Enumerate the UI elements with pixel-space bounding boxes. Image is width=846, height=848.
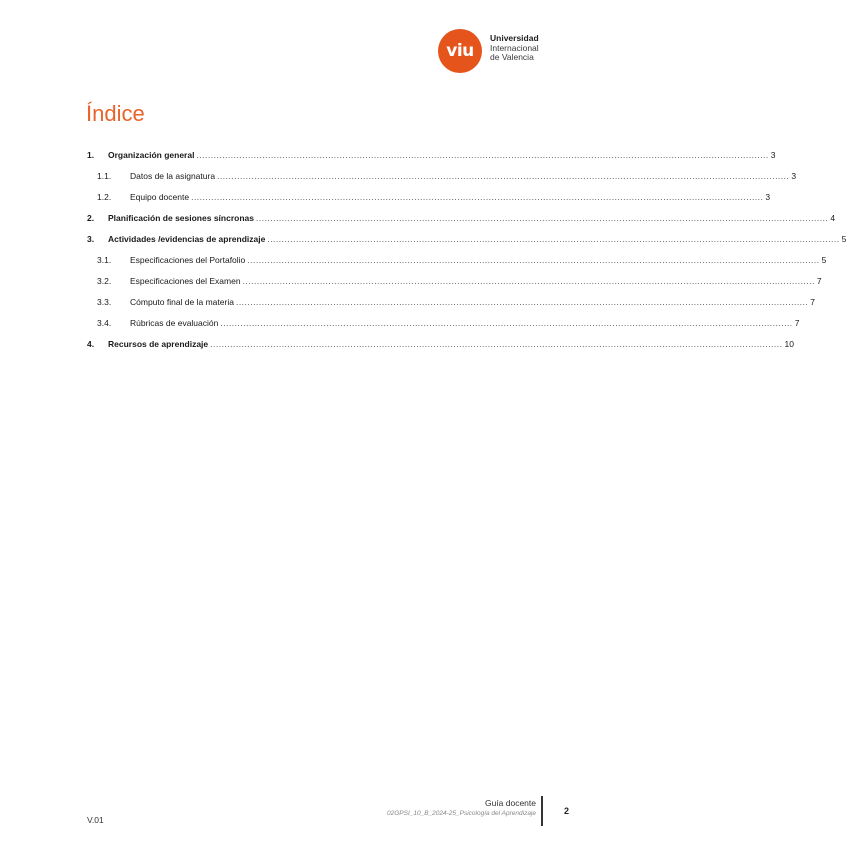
toc-entry-page: 3 xyxy=(770,150,776,160)
toc-entry-3-4[interactable] xyxy=(87,318,800,332)
toc-leader-dots: ........................................................................................................................................................................................................ xyxy=(247,255,820,265)
toc-entry-3-1[interactable] xyxy=(87,255,827,269)
toc-entry-number: 1.1. xyxy=(97,171,112,181)
toc-leader-dots: ........................................................................................................................................................................................................ xyxy=(191,192,764,202)
toc-entry-3[interactable] xyxy=(87,234,846,248)
toc-entry-number: 3.1. xyxy=(97,255,112,265)
toc-leader-dots: ........................................................................................................................................................................................................ xyxy=(255,213,829,223)
toc-entry-number: 2. xyxy=(87,213,95,223)
footer-subtitle: 02GPSI_10_B_2024-25_Psicología del Aprendizaje xyxy=(386,810,536,817)
toc-entry-number: 3.3. xyxy=(97,297,112,307)
toc-entry-label: Actividades /evidencias de aprendizaje xyxy=(108,234,266,244)
logo-line-2: Internacional xyxy=(490,42,539,53)
toc-leader-dots: ........................................................................................................................................................................................................ xyxy=(267,234,840,244)
toc-entry-label: Equipo docente xyxy=(130,192,190,202)
toc-entry-label: Organización general xyxy=(108,150,195,160)
university-logo xyxy=(438,29,550,73)
toc-entry-label: Planificación de sesiones síncronas xyxy=(108,213,254,223)
document-version: V.01 xyxy=(87,815,104,825)
toc-entry-page: 7 xyxy=(816,276,822,286)
toc-entry-1-2[interactable] xyxy=(87,192,771,206)
toc-entry-page: 4 xyxy=(830,213,836,223)
logo-line-3: de Valencia xyxy=(490,52,534,62)
toc-entry-page: 5 xyxy=(821,255,827,265)
toc-leader-dots: ........................................................................................................................................................................................................ xyxy=(235,297,809,307)
toc-entry-page: 10 xyxy=(784,339,794,349)
footer-info xyxy=(387,798,536,817)
toc-leader-dots: ........................................................................................................................................................................................................ xyxy=(196,150,769,160)
page-number: 2 xyxy=(564,806,570,816)
toc-leader-dots: ........................................................................................................................................................................................................ xyxy=(220,318,793,328)
toc-entry-label: Especificaciones del Portafolio xyxy=(130,255,246,265)
toc-entry-label: Especificaciones del Examen xyxy=(130,276,241,286)
toc-leader-dots: ........................................................................................................................................................................................................ xyxy=(210,339,783,349)
toc-entry-3-3[interactable] xyxy=(87,297,816,311)
toc-entry-number: 3. xyxy=(87,234,95,244)
toc-entry-label: Rúbricas de evaluación xyxy=(130,318,219,328)
toc-entry-1-1[interactable] xyxy=(87,171,797,185)
toc-entry-page: 3 xyxy=(791,171,797,181)
toc-entry-number: 1.2. xyxy=(97,192,112,202)
toc-entry-label: Datos de la asignatura xyxy=(130,171,216,181)
toc-entry-page: 7 xyxy=(794,318,800,328)
toc-entry-page: 3 xyxy=(765,192,771,202)
footer-title: Guía docente xyxy=(484,798,536,808)
footer-divider xyxy=(541,796,543,826)
toc-entry-page: 5 xyxy=(841,234,846,244)
toc-entry-number: 4. xyxy=(87,339,95,349)
toc-entry-4[interactable] xyxy=(87,339,794,353)
toc-entry-number: 1. xyxy=(87,150,95,160)
toc-entry-label: Cómputo final de la materia xyxy=(130,297,234,307)
toc-entry-number: 3.2. xyxy=(97,276,112,286)
logo-wordmark xyxy=(490,34,539,63)
toc-leader-dots: ........................................................................................................................................................................................................ xyxy=(242,276,815,286)
toc-entry-3-2[interactable] xyxy=(87,276,822,290)
toc-entry-2[interactable] xyxy=(87,213,836,227)
toc-leader-dots: ........................................................................................................................................................................................................ xyxy=(217,171,790,181)
toc-entry-1[interactable] xyxy=(87,150,776,164)
logo-mark: viu xyxy=(438,29,482,73)
toc-entry-label: Recursos de aprendizaje xyxy=(108,339,209,349)
toc-entry-page: 7 xyxy=(810,297,816,307)
logo-line-1: Universidad xyxy=(490,33,539,43)
toc-entry-number: 3.4. xyxy=(97,318,112,328)
toc-title: Índice xyxy=(86,101,145,126)
